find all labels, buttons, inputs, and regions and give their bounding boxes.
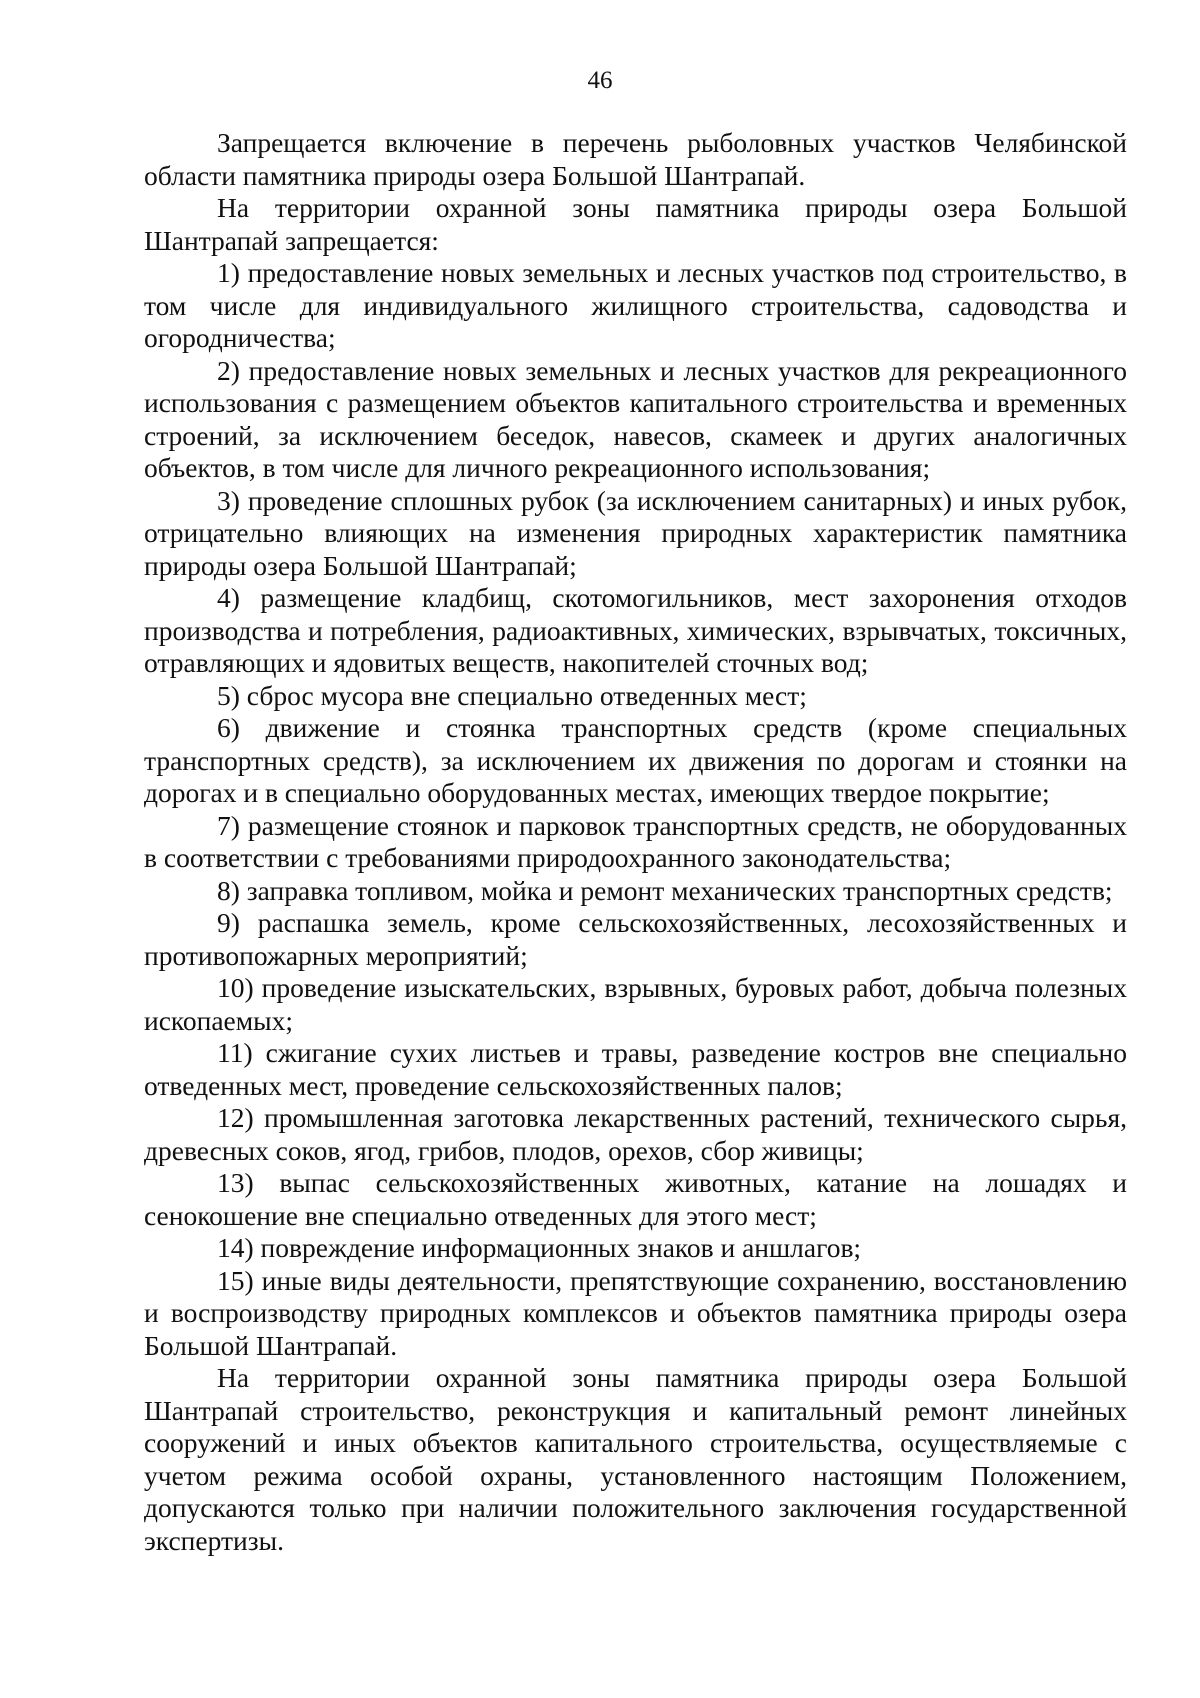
list-item-2: 2) предоставление новых земельных и лесных участков для рекреационного использования с размещением объектов капитального строительства и временных строений, за исключением беседок, навесов, скамеек и других аналогичных объектов, в том числе для личного рекреационного использования; bbox=[144, 354, 1127, 483]
list-item-5: 5) сброс мусора вне специально отведенных мест; bbox=[217, 679, 807, 711]
list-item-3: 3) проведение сплошных рубок (за исключением санитарных) и иных рубок, отрицательно влияющих на изменения природных характеристик памятника природы озера Большой Шантрапай; bbox=[144, 484, 1127, 581]
list-item-15: 15) иные виды деятельности, препятствующие сохранению, восстановлению и воспроизводству природных комплексов и объектов памятника природы озера Большой Шантрапай. bbox=[144, 1264, 1127, 1361]
list-item-1: 1) предоставление новых земельных и лесных участков под строительство, в том числе для индивидуального жилищного строительства, садоводства и огородничества; bbox=[144, 257, 1127, 353]
list-item-13: 13) выпас сельскохозяйственных животных, катание на лошадях и сенокошение вне специально отведенных для этого мест; bbox=[144, 1167, 1127, 1231]
closing-paragraph: На территории охранной зоны памятника природы озера Большой Шантрапай строительство, реконструкция и капитальный ремонт линейных сооружений и иных объектов капитального строительства, осуществляемые с учетом режима особой охраны, установленного настоящим Положением, допускаются только при наличии положительного заключения государственной экспертизы. bbox=[144, 1362, 1127, 1556]
intro-paragraph-prohibitions: На территории охранной зоны памятника природы озера Большой Шантрапай запрещается: bbox=[144, 192, 1127, 256]
list-item-6: 6) движение и стоянка транспортных средств (кроме специальных транспортных средств), за исключением их движения по дорогам и стоянки на дорогах и в специально оборудованных местах, имеющих твердое покрытие; bbox=[144, 712, 1127, 808]
page-number: 46 bbox=[587, 67, 613, 94]
intro-paragraph-fishing: Запрещается включение в перечень рыболовных участков Челябинской области памятника природы озера Большой Шантрапай. bbox=[144, 127, 1127, 191]
list-item-8: 8) заправка топливом, мойка и ремонт механических транспортных средств; bbox=[217, 874, 1113, 906]
list-item-14: 14) повреждение информационных знаков и аншлагов; bbox=[217, 1232, 862, 1263]
list-item-11: 11) сжигание сухих листьев и травы, разведение костров вне специально отведенных мест, проведение сельскохозяйственных палов; bbox=[144, 1037, 1127, 1101]
list-item-7: 7) размещение стоянок и парковок транспортных средств, не оборудованных в соответствии с требованиями природоохранного законодательства; bbox=[144, 809, 1127, 873]
list-item-9: 9) распашка земель, кроме сельскохозяйственных, лесохозяйственных и противопожарных мероприятий; bbox=[144, 907, 1127, 971]
document-body bbox=[144, 127, 1127, 1557]
list-item-4: 4) размещение кладбищ, скотомогильников, мест захоронения отходов производства и потребления, радиоактивных, химических, взрывчатых, токсичных, отравляющих и ядовитых веществ, накопителей сточных вод; bbox=[144, 582, 1127, 678]
list-item-10: 10) проведение изыскательских, взрывных, буровых работ, добыча полезных ископаемых; bbox=[144, 972, 1127, 1036]
list-item-12: 12) промышленная заготовка лекарственных растений, технического сырья, древесных соков, ягод, грибов, плодов, орехов, сбор живицы; bbox=[144, 1102, 1127, 1166]
